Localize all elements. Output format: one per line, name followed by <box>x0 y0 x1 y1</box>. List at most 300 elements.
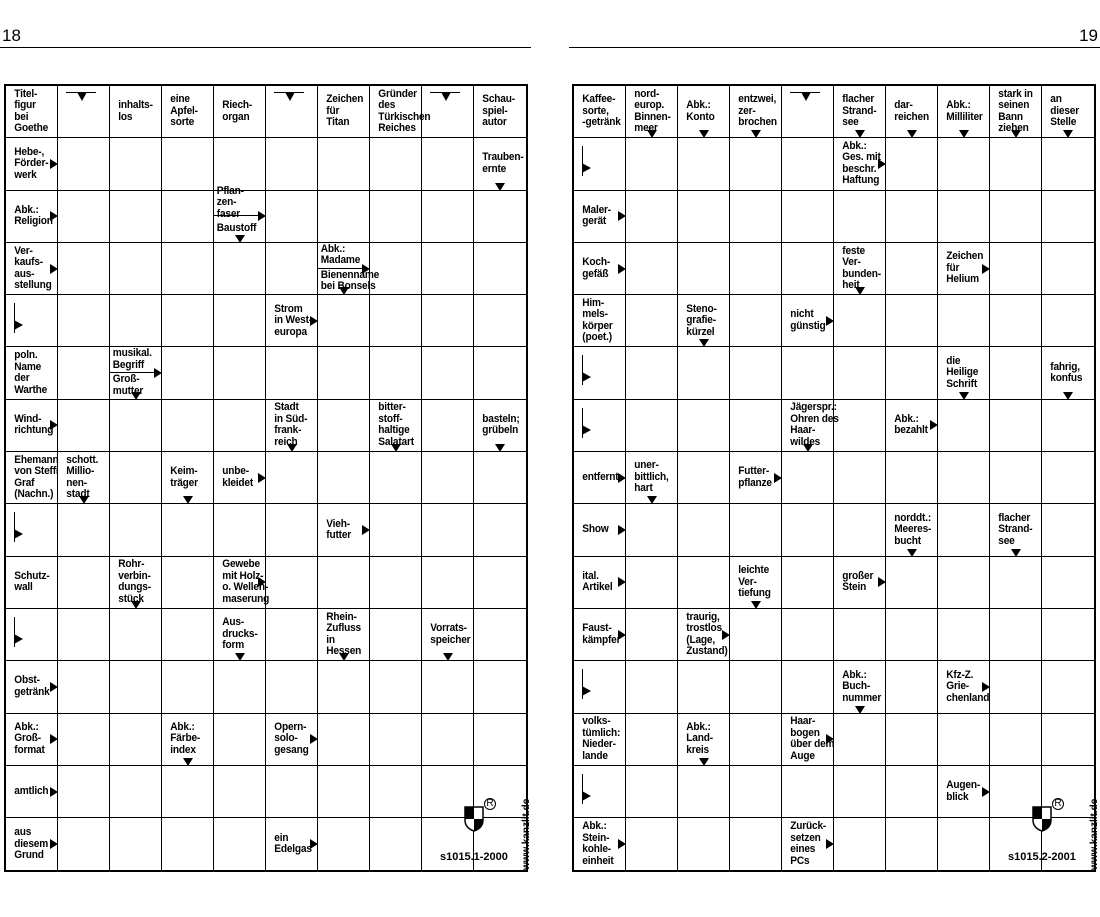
clue-line: stark in <box>998 87 1033 100</box>
answer-cell[interactable] <box>730 400 782 452</box>
answer-cell[interactable] <box>938 557 990 609</box>
answer-cell[interactable] <box>834 295 886 347</box>
answer-cell[interactable] <box>422 714 474 766</box>
clue-line: Groß- <box>14 732 41 745</box>
answer-cell[interactable] <box>214 818 266 870</box>
answer-cell[interactable] <box>626 504 678 556</box>
clue-text <box>6 818 53 870</box>
answer-cell[interactable] <box>6 504 58 556</box>
answer-cell[interactable] <box>422 86 474 138</box>
arrow-down-icon <box>495 183 505 191</box>
answer-cell[interactable] <box>110 295 162 347</box>
answer-cell[interactable] <box>370 295 422 347</box>
answer-cell[interactable] <box>626 661 678 713</box>
answer-cell[interactable] <box>370 714 422 766</box>
answer-cell[interactable] <box>626 347 678 399</box>
answer-cell[interactable] <box>626 138 678 190</box>
answer-cell[interactable] <box>834 609 886 661</box>
answer-cell[interactable] <box>886 609 938 661</box>
answer-cell[interactable] <box>318 557 370 609</box>
answer-cell[interactable] <box>58 818 110 870</box>
clue-line: dieser <box>1050 104 1080 117</box>
clue-text <box>6 661 53 712</box>
answer-cell[interactable] <box>938 191 990 243</box>
answer-cell[interactable] <box>782 86 834 138</box>
answer-cell[interactable] <box>730 818 782 870</box>
answer-cell[interactable] <box>474 347 526 399</box>
clue-line: bei <box>14 110 29 123</box>
answer-cell[interactable] <box>162 295 214 347</box>
clue-cell <box>162 86 214 138</box>
answer-cell[interactable] <box>782 557 834 609</box>
answer-cell[interactable] <box>1042 295 1094 347</box>
answer-cell[interactable] <box>1042 504 1094 556</box>
clue-line: körper <box>582 319 613 332</box>
clue-line: Religion <box>14 215 53 228</box>
clue-line: dungs- <box>118 581 151 594</box>
answer-cell[interactable] <box>162 347 214 399</box>
arrow-down-icon <box>495 444 505 452</box>
answer-cell[interactable] <box>266 452 318 504</box>
clue-line: Stein- <box>582 831 610 844</box>
answer-cell[interactable] <box>574 138 626 190</box>
answer-cell[interactable] <box>266 557 318 609</box>
answer-cell[interactable] <box>422 191 474 243</box>
answer-cell[interactable] <box>834 766 886 818</box>
answer-cell[interactable] <box>370 609 422 661</box>
clue-line: Ver- <box>738 575 757 588</box>
answer-cell[interactable] <box>1042 243 1094 295</box>
answer-cell[interactable] <box>422 661 474 713</box>
answer-cell[interactable] <box>318 191 370 243</box>
answer-cell[interactable] <box>678 557 730 609</box>
answer-cell[interactable] <box>782 504 834 556</box>
arrow-right-icon <box>50 159 58 169</box>
answer-cell[interactable] <box>422 452 474 504</box>
answer-cell[interactable] <box>370 504 422 556</box>
clue-line: Maler- <box>582 203 611 216</box>
answer-cell[interactable] <box>318 138 370 190</box>
clue-line: gesang <box>274 743 309 756</box>
clue-line: faser <box>216 207 241 220</box>
answer-cell[interactable] <box>214 714 266 766</box>
answer-cell[interactable] <box>162 191 214 243</box>
clue-line: Abk.: <box>842 139 867 152</box>
answer-cell[interactable] <box>834 714 886 766</box>
answer-cell[interactable] <box>626 818 678 870</box>
answer-cell[interactable] <box>162 557 214 609</box>
answer-cell[interactable] <box>782 609 834 661</box>
answer-cell[interactable] <box>1042 714 1094 766</box>
clue-line: bezahlt <box>894 424 928 437</box>
clue-line: Hebe-, <box>14 145 45 158</box>
answer-cell[interactable] <box>574 766 626 818</box>
answer-cell[interactable] <box>110 766 162 818</box>
answer-cell[interactable] <box>162 138 214 190</box>
answer-cell[interactable] <box>318 661 370 713</box>
answer-cell[interactable] <box>370 661 422 713</box>
clue-line: brochen <box>738 116 777 129</box>
answer-cell[interactable] <box>266 609 318 661</box>
answer-cell[interactable] <box>678 766 730 818</box>
answer-cell[interactable] <box>58 714 110 766</box>
answer-cell[interactable] <box>990 661 1042 713</box>
answer-cell[interactable] <box>370 347 422 399</box>
answer-cell[interactable] <box>58 504 110 556</box>
shield-logo-icon <box>464 806 484 832</box>
answer-cell[interactable] <box>474 243 526 295</box>
answer-cell[interactable] <box>886 347 938 399</box>
answer-cell[interactable] <box>110 191 162 243</box>
answer-cell[interactable] <box>1042 661 1094 713</box>
answer-cell[interactable] <box>782 766 834 818</box>
answer-cell[interactable] <box>678 191 730 243</box>
answer-cell[interactable] <box>834 818 886 870</box>
answer-cell[interactable] <box>370 766 422 818</box>
clue-line: feste <box>842 244 865 257</box>
answer-cell[interactable] <box>1042 138 1094 190</box>
answer-cell[interactable] <box>474 452 526 504</box>
answer-cell[interactable] <box>678 452 730 504</box>
answer-cell[interactable] <box>58 609 110 661</box>
answer-cell[interactable] <box>6 295 58 347</box>
answer-cell[interactable] <box>422 557 474 609</box>
answer-cell[interactable] <box>266 243 318 295</box>
clue-cell <box>318 242 380 295</box>
answer-cell[interactable] <box>938 295 990 347</box>
answer-cell[interactable] <box>422 504 474 556</box>
answer-cell[interactable] <box>938 504 990 556</box>
answer-cell[interactable] <box>990 243 1042 295</box>
answer-cell[interactable] <box>58 191 110 243</box>
answer-cell[interactable] <box>58 243 110 295</box>
answer-cell[interactable] <box>6 609 58 661</box>
clue-line: entfernt <box>582 470 619 483</box>
clue-line: Gründer <box>378 87 417 100</box>
answer-cell[interactable] <box>730 243 782 295</box>
clue-line: Him- <box>582 296 605 309</box>
answer-cell[interactable] <box>678 138 730 190</box>
answer-cell[interactable] <box>990 400 1042 452</box>
answer-cell[interactable] <box>626 557 678 609</box>
clue-cell <box>6 347 58 399</box>
answer-cell[interactable] <box>474 557 526 609</box>
answer-cell[interactable] <box>58 347 110 399</box>
answer-cell[interactable] <box>422 295 474 347</box>
arrow-right-icon <box>154 368 162 378</box>
answer-cell[interactable] <box>886 243 938 295</box>
clue-line: stadt <box>66 488 90 501</box>
answer-cell[interactable] <box>214 504 266 556</box>
answer-cell[interactable] <box>730 661 782 713</box>
clue-cell <box>6 400 58 452</box>
answer-cell[interactable] <box>110 243 162 295</box>
answer-cell[interactable] <box>990 138 1042 190</box>
clue-line: grafie- <box>686 314 716 327</box>
answer-cell[interactable] <box>886 714 938 766</box>
answer-cell[interactable] <box>422 400 474 452</box>
answer-cell[interactable] <box>990 609 1042 661</box>
answer-cell[interactable] <box>782 138 834 190</box>
answer-cell[interactable] <box>422 347 474 399</box>
page-number-right: 19 <box>1079 26 1098 45</box>
answer-cell[interactable] <box>318 766 370 818</box>
answer-cell[interactable] <box>886 452 938 504</box>
answer-cell[interactable] <box>162 818 214 870</box>
answer-cell[interactable] <box>990 347 1042 399</box>
clue-cell <box>574 609 626 661</box>
answer-cell[interactable] <box>678 347 730 399</box>
answer-cell[interactable] <box>782 243 834 295</box>
clue-line: Vorrats- <box>430 622 467 635</box>
answer-cell[interactable] <box>1042 400 1094 452</box>
answer-cell[interactable] <box>58 400 110 452</box>
answer-cell[interactable] <box>110 400 162 452</box>
answer-cell[interactable] <box>730 609 782 661</box>
arrow-bend-right-icon <box>582 774 594 804</box>
answer-cell[interactable] <box>938 400 990 452</box>
answer-cell[interactable] <box>730 714 782 766</box>
answer-cell[interactable] <box>782 347 834 399</box>
clue-cell <box>834 243 886 295</box>
answer-cell[interactable] <box>626 400 678 452</box>
answer-cell[interactable] <box>370 452 422 504</box>
answer-cell[interactable] <box>266 766 318 818</box>
answer-cell[interactable] <box>58 138 110 190</box>
answer-cell[interactable] <box>110 504 162 556</box>
clue-text-top <box>318 243 365 269</box>
answer-cell[interactable] <box>886 138 938 190</box>
answer-cell[interactable] <box>678 504 730 556</box>
answer-cell[interactable] <box>162 766 214 818</box>
answer-cell[interactable] <box>834 191 886 243</box>
clue-line: europa <box>274 325 307 338</box>
answer-cell[interactable] <box>318 818 370 870</box>
answer-cell[interactable] <box>110 714 162 766</box>
clue-line: nicht <box>790 308 814 321</box>
answer-cell[interactable] <box>626 295 678 347</box>
answer-cell[interactable] <box>162 243 214 295</box>
answer-cell[interactable] <box>214 766 266 818</box>
arrow-right-icon <box>50 420 58 430</box>
answer-cell[interactable] <box>214 661 266 713</box>
answer-cell[interactable] <box>678 400 730 452</box>
answer-cell[interactable] <box>886 766 938 818</box>
answer-cell[interactable] <box>730 295 782 347</box>
answer-cell[interactable] <box>886 191 938 243</box>
answer-cell[interactable] <box>678 243 730 295</box>
answer-cell[interactable] <box>162 661 214 713</box>
answer-cell[interactable] <box>990 452 1042 504</box>
answer-cell[interactable] <box>938 818 990 870</box>
clue-cell <box>938 661 990 713</box>
answer-cell[interactable] <box>474 191 526 243</box>
clue-line: leichte <box>738 564 770 577</box>
answer-cell[interactable] <box>626 766 678 818</box>
answer-cell[interactable] <box>266 138 318 190</box>
answer-cell[interactable] <box>370 243 422 295</box>
answer-cell[interactable] <box>474 661 526 713</box>
clue-line: musikal. <box>112 347 152 360</box>
answer-cell[interactable] <box>886 661 938 713</box>
clue-line: Haftung <box>842 174 880 187</box>
answer-cell[interactable] <box>1042 452 1094 504</box>
answer-cell[interactable] <box>782 191 834 243</box>
arrow-right-icon <box>826 734 834 744</box>
arrow-bend-right-icon <box>14 617 26 647</box>
answer-cell[interactable] <box>474 295 526 347</box>
registered-mark-icon: R <box>484 798 496 810</box>
clue-line: einheit <box>582 854 614 867</box>
answer-cell[interactable] <box>318 714 370 766</box>
answer-cell[interactable] <box>318 400 370 452</box>
clue-line: Zustand) <box>686 645 728 658</box>
answer-cell[interactable] <box>58 766 110 818</box>
arrow-down-icon <box>339 653 349 661</box>
answer-cell[interactable] <box>626 609 678 661</box>
answer-cell[interactable] <box>834 347 886 399</box>
answer-cell[interactable] <box>266 347 318 399</box>
answer-cell[interactable] <box>162 504 214 556</box>
answer-cell[interactable] <box>834 504 886 556</box>
answer-cell[interactable] <box>214 243 266 295</box>
clue-line: Buch- <box>842 680 871 693</box>
answer-cell[interactable] <box>214 347 266 399</box>
arrow-down-icon <box>235 235 245 243</box>
clue-cell <box>678 295 730 347</box>
crossword-grid-right <box>572 84 1096 872</box>
clue-line: Bienenname <box>320 268 380 281</box>
answer-cell[interactable] <box>626 714 678 766</box>
answer-cell[interactable] <box>990 191 1042 243</box>
clue-line: lande <box>582 749 608 762</box>
answer-cell[interactable] <box>574 400 626 452</box>
answer-cell[interactable] <box>1042 609 1094 661</box>
answer-cell[interactable] <box>214 400 266 452</box>
clue-line: heit <box>842 279 860 292</box>
clue-line: Schau- <box>482 93 515 106</box>
answer-cell[interactable] <box>318 347 370 399</box>
clue-cell <box>162 452 214 504</box>
answer-cell[interactable] <box>938 138 990 190</box>
answer-cell[interactable] <box>834 452 886 504</box>
answer-cell[interactable] <box>422 243 474 295</box>
answer-cell[interactable] <box>990 295 1042 347</box>
clue-cell <box>730 557 782 609</box>
answer-cell[interactable] <box>214 138 266 190</box>
answer-cell[interactable] <box>574 661 626 713</box>
answer-cell[interactable] <box>990 557 1042 609</box>
answer-cell[interactable] <box>266 86 318 138</box>
answer-cell[interactable] <box>834 400 886 452</box>
arrow-right-icon <box>774 473 782 483</box>
answer-cell[interactable] <box>266 661 318 713</box>
answer-cell[interactable] <box>626 243 678 295</box>
publisher-logo-left <box>458 798 518 858</box>
answer-cell[interactable] <box>474 609 526 661</box>
clue-line: setzen <box>790 831 821 844</box>
clue-text <box>574 243 621 294</box>
answer-cell[interactable] <box>370 818 422 870</box>
answer-cell[interactable] <box>110 661 162 713</box>
clue-line: Färbe- <box>170 732 201 745</box>
clue-text <box>834 557 881 608</box>
answer-cell[interactable] <box>886 818 938 870</box>
answer-cell[interactable] <box>110 818 162 870</box>
clue-line: grübeln <box>482 424 519 437</box>
answer-cell[interactable] <box>370 191 422 243</box>
answer-cell[interactable] <box>110 609 162 661</box>
answer-cell[interactable] <box>58 661 110 713</box>
answer-cell[interactable] <box>110 452 162 504</box>
answer-cell[interactable] <box>730 138 782 190</box>
answer-cell[interactable] <box>1042 191 1094 243</box>
answer-cell[interactable] <box>318 295 370 347</box>
clue-line: Zeichen <box>326 93 364 106</box>
answer-cell[interactable] <box>110 138 162 190</box>
answer-cell[interactable] <box>990 714 1042 766</box>
answer-cell[interactable] <box>574 347 626 399</box>
answer-cell[interactable] <box>370 138 422 190</box>
clue-line: -getränk <box>582 116 621 129</box>
answer-cell[interactable] <box>58 557 110 609</box>
clue-cell <box>1042 347 1094 399</box>
arrow-down-icon <box>1063 130 1073 138</box>
answer-cell[interactable] <box>886 295 938 347</box>
answer-cell[interactable] <box>266 191 318 243</box>
answer-cell[interactable] <box>422 138 474 190</box>
answer-cell[interactable] <box>886 557 938 609</box>
answer-cell[interactable] <box>938 452 990 504</box>
clue-text <box>938 766 985 817</box>
answer-cell[interactable] <box>266 504 318 556</box>
answer-cell[interactable] <box>730 766 782 818</box>
answer-cell[interactable] <box>214 295 266 347</box>
answer-cell[interactable] <box>318 452 370 504</box>
answer-cell[interactable] <box>730 191 782 243</box>
answer-cell[interactable] <box>474 714 526 766</box>
answer-cell[interactable] <box>370 557 422 609</box>
clue-line: der <box>14 372 30 385</box>
answer-cell[interactable] <box>678 818 730 870</box>
answer-cell[interactable] <box>938 609 990 661</box>
clue-line: Binnen- <box>634 110 671 123</box>
answer-cell[interactable] <box>938 714 990 766</box>
clue-line: mutter <box>112 384 144 397</box>
clue-line: format <box>14 743 45 756</box>
answer-cell[interactable] <box>730 504 782 556</box>
answer-cell[interactable] <box>162 400 214 452</box>
answer-cell[interactable] <box>474 504 526 556</box>
publisher-logo-right <box>1026 798 1086 858</box>
answer-cell[interactable] <box>782 452 834 504</box>
clue-line: europ. <box>634 99 665 112</box>
answer-cell[interactable] <box>1042 557 1094 609</box>
clue-text <box>110 86 157 137</box>
answer-cell[interactable] <box>58 86 110 138</box>
clue-cell <box>266 818 318 870</box>
answer-cell[interactable] <box>626 191 678 243</box>
answer-cell[interactable] <box>58 295 110 347</box>
registered-mark-icon: R <box>1052 798 1064 810</box>
clue-cell <box>474 138 526 190</box>
answer-cell[interactable] <box>782 661 834 713</box>
answer-cell[interactable] <box>730 347 782 399</box>
answer-cell[interactable] <box>678 661 730 713</box>
answer-cell[interactable] <box>162 609 214 661</box>
arrow-down-icon <box>443 653 453 661</box>
clue-line: werk <box>14 168 37 181</box>
